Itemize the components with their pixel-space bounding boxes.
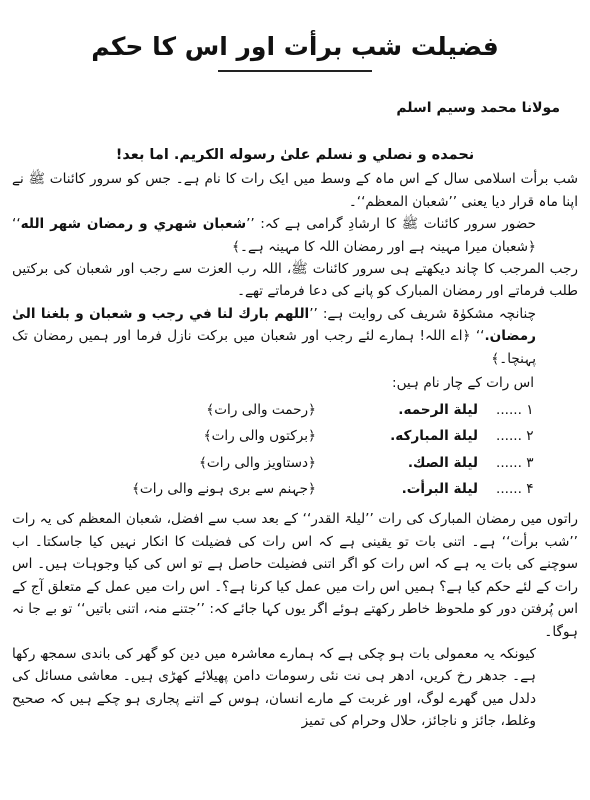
paragraph-2-translation: ‘‘ ﴿شعبان میرا مہینہ ہے اور رمضان اللہ کا مہینہ ہے۔﴾ xyxy=(12,216,536,255)
paragraph-4-translation: ‘‘ ﴿اے اللہ! ہمارے لئے رجب اور شعبان میں برکت نازل فرما اور ہمیں رمضان تک پہنچا۔﴾ xyxy=(12,328,536,367)
dua-arabic: اللهم بارك لنا في رجب و شعبان و بلغنا الىٰ رمضان. xyxy=(12,305,536,345)
title-underline xyxy=(218,70,372,72)
night-names-list xyxy=(12,396,578,502)
name-urdu: ﴿برکتوں والی رات﴾ xyxy=(203,428,316,445)
paragraph-4-intro: چنانچہ مشکوٰۃ شریف کی روایت ہے: ’’ xyxy=(309,305,536,322)
paragraph-3: رجب المرجب کا چاند دیکھتے ہی سرور کائنات ﷺ، اللہ رب العزت سے رجب اور شعبان کی برکتیں طلب فرماتے اور رمضان المبارک کو پانے کی دعا فرماتے تھے۔ xyxy=(12,261,578,300)
paragraph-2-intro: حضور سرور کائنات ﷺ کا ارشادِ گرامی ہے کہ: ’’ xyxy=(246,216,536,233)
list-item xyxy=(12,449,578,476)
paragraph-6: کیونکہ یہ معمولی بات ہو چکی ہے کہ ہمارے معاشرہ میں دین کو گھر کی باندی سمجھ رکھا ہے۔ جدھر رخ کریں، ادھر ہی نت نئی رسومات دامن پھیلائے کھڑی ہیں۔ معاشی مسائل کی دلدل میں گھرے لوگ، اور غربت کے مارے انسان، ہوس کے اتنے پجاری ہو چکے ہیں کہ صحیح وغلط، جائز و ناجائز، حلال وحرام کی تمیز xyxy=(12,645,536,730)
list-number: ۳ ...... xyxy=(496,454,534,471)
paragraph-1: شب برأت اسلامی سال کے اس ماہ کے وسط میں ایک رات کا نام ہے۔ جس کو سرور کائنات ﷺ نے اپنا ماہ قرار دیا یعنی ’’شعبان المعظم‘‘۔ xyxy=(12,171,578,210)
names-heading: اس رات کے چار نام ہیں: xyxy=(392,375,534,392)
name-urdu: ﴿جہنم سے بری ہونے والی رات﴾ xyxy=(131,481,316,498)
list-item xyxy=(12,476,578,503)
opening-line: نحمده و نصلي و نسلم علىٰ رسوله الكريم. اما بعد! xyxy=(115,147,475,163)
list-number: ۴ ...... xyxy=(496,481,534,498)
page-title: فضیلت شب برأت اور اس کا حکم xyxy=(91,32,499,61)
name-arabic: ليلة الرحمه. xyxy=(398,401,478,418)
article-body xyxy=(12,144,578,733)
paragraph-5: راتوں میں رمضان المبارک کی رات ’’لیلۃ القدر‘‘ کے بعد سب سے افضل، شعبان المعظم کی یہ رات ’’شب برأت‘‘ ہے۔ اتنی بات تو یقینی ہے کہ اس رات کی فضیلت کا انکار نہیں کیا جاسکتا۔ اب سوچنے کی بات یہ ہے کہ اس رات کو اگر اتنی فضیلت حاصل ہے تو اس کی کیا وجوہات ہیں۔ اس رات کے لئے حکم کیا ہے؟ ہمیں اس رات میں عمل کیا کرنا ہے؟۔ اس رات میں عمل کے متعلق آج کے اس پُرفتن دور کو ملحوظ خاطر رکھتے ہوئے اگر یوں کہا جائے کہ: ’’جتنے منہ، اتنی باتیں‘‘ تو بے جا نہ ہوگا۔ xyxy=(12,511,578,640)
list-item xyxy=(12,423,578,450)
paragraph-2 xyxy=(12,213,578,258)
list-item xyxy=(12,396,578,423)
name-arabic: ليلة البرأت. xyxy=(401,481,478,498)
name-urdu: ﴿رحمت والی رات﴾ xyxy=(206,401,316,418)
list-number: ۲ ...... xyxy=(496,428,534,445)
hadith-arabic-1: شعبان شهري و رمضان شهر الله xyxy=(20,216,247,233)
paragraph-4 xyxy=(12,303,578,370)
name-arabic: ليلة المباركه. xyxy=(390,428,478,445)
author-name: مولانا محمد وسیم اسلم xyxy=(396,100,560,116)
name-urdu: ﴿دستاویز والی رات﴾ xyxy=(198,454,316,471)
list-number: ۱ ...... xyxy=(496,401,534,418)
name-arabic: ليلة الصك. xyxy=(407,454,478,471)
